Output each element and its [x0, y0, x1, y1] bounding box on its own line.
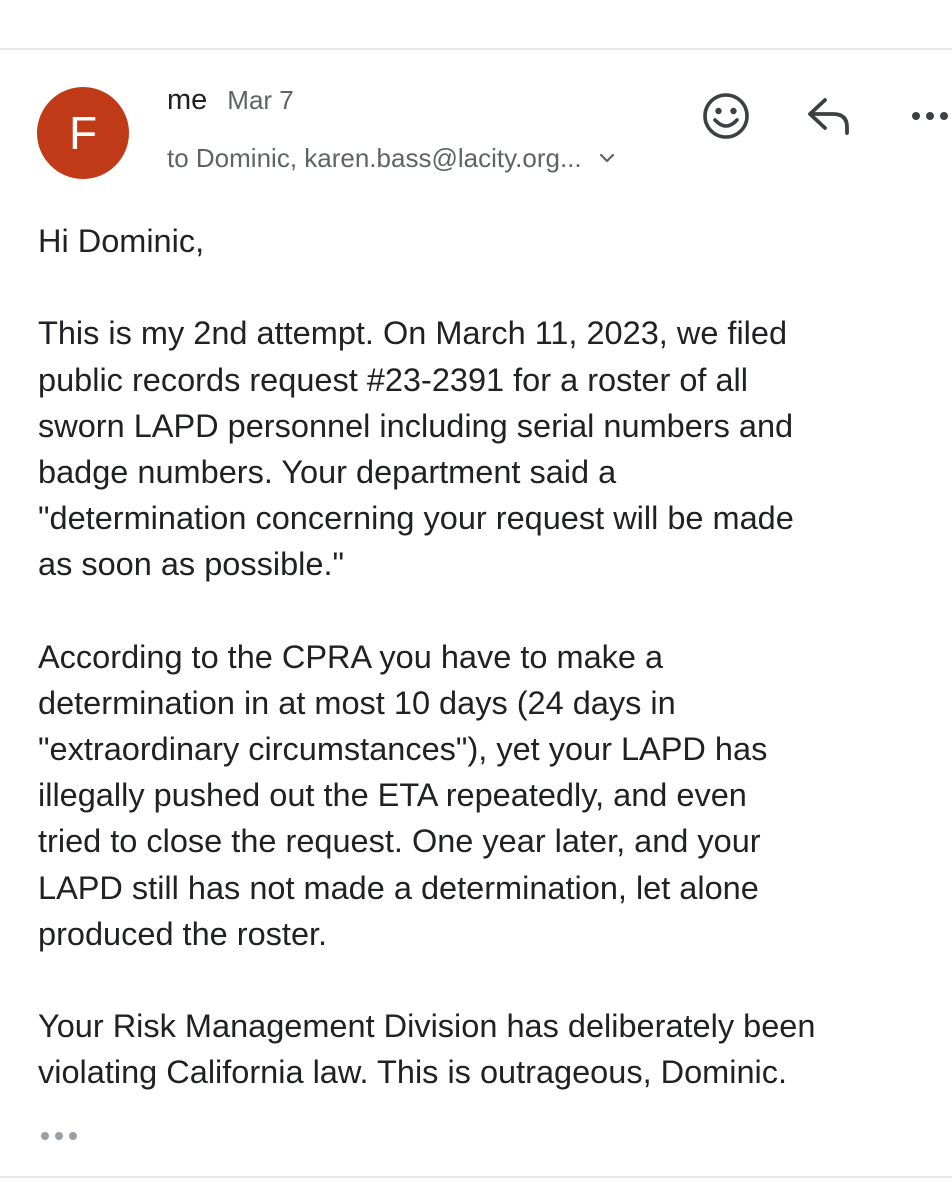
body-line: produced the roster. — [38, 915, 328, 952]
paragraph-gap — [38, 264, 950, 310]
body-line: determination in at most 10 days (24 days in — [38, 684, 676, 721]
ellipsis-icon[interactable] — [38, 1126, 82, 1146]
top-divider — [0, 48, 952, 50]
body-line: "determination concerning your request will be made — [38, 500, 794, 537]
sender-name: me — [167, 84, 208, 116]
paragraph-gap — [38, 957, 950, 1003]
body-line: sworn LAPD personnel including serial numbers and — [38, 407, 794, 444]
body-line: as soon as possible." — [38, 546, 345, 583]
recipients-text: to Dominic, karen.bass@lacity.org... — [167, 142, 582, 173]
sent-date: Mar 7 — [227, 85, 294, 115]
message-body — [38, 218, 950, 1096]
recipients-row[interactable] — [167, 138, 618, 178]
body-line: "extraordinary circumstances"), yet your LAPD has — [38, 731, 768, 768]
chevron-down-icon[interactable] — [596, 147, 618, 169]
body-line: violating California law. This is outrageous, Dominic. — [38, 1054, 788, 1091]
body-line: This is my 2nd attempt. On March 11, 2023, we filed — [38, 315, 788, 352]
bottom-divider — [0, 1176, 952, 1178]
body-line: public records request #23-2391 for a roster of all — [38, 361, 748, 398]
avatar-letter: F — [68, 107, 98, 159]
body-greeting: Hi Dominic, — [38, 223, 205, 259]
body-line: illegally pushed out the ETA repeatedly, and even — [38, 777, 747, 814]
reply-arrow-icon[interactable] — [803, 93, 855, 139]
body-line: Your Risk Management Division has deliberately been — [38, 1008, 816, 1045]
paragraph-gap — [38, 588, 950, 634]
smiley-face-icon[interactable] — [700, 90, 752, 142]
body-line: badge numbers. Your department said a — [38, 453, 617, 490]
body-line: LAPD still has not made a determination, let alone — [38, 869, 759, 906]
body-line: According to the CPRA you have to make a — [38, 638, 664, 675]
body-line: tried to close the request. One year later, and your — [38, 823, 761, 860]
sender-row — [167, 84, 294, 124]
more-horizontal-icon[interactable] — [908, 100, 952, 132]
sender-avatar[interactable] — [37, 87, 129, 179]
